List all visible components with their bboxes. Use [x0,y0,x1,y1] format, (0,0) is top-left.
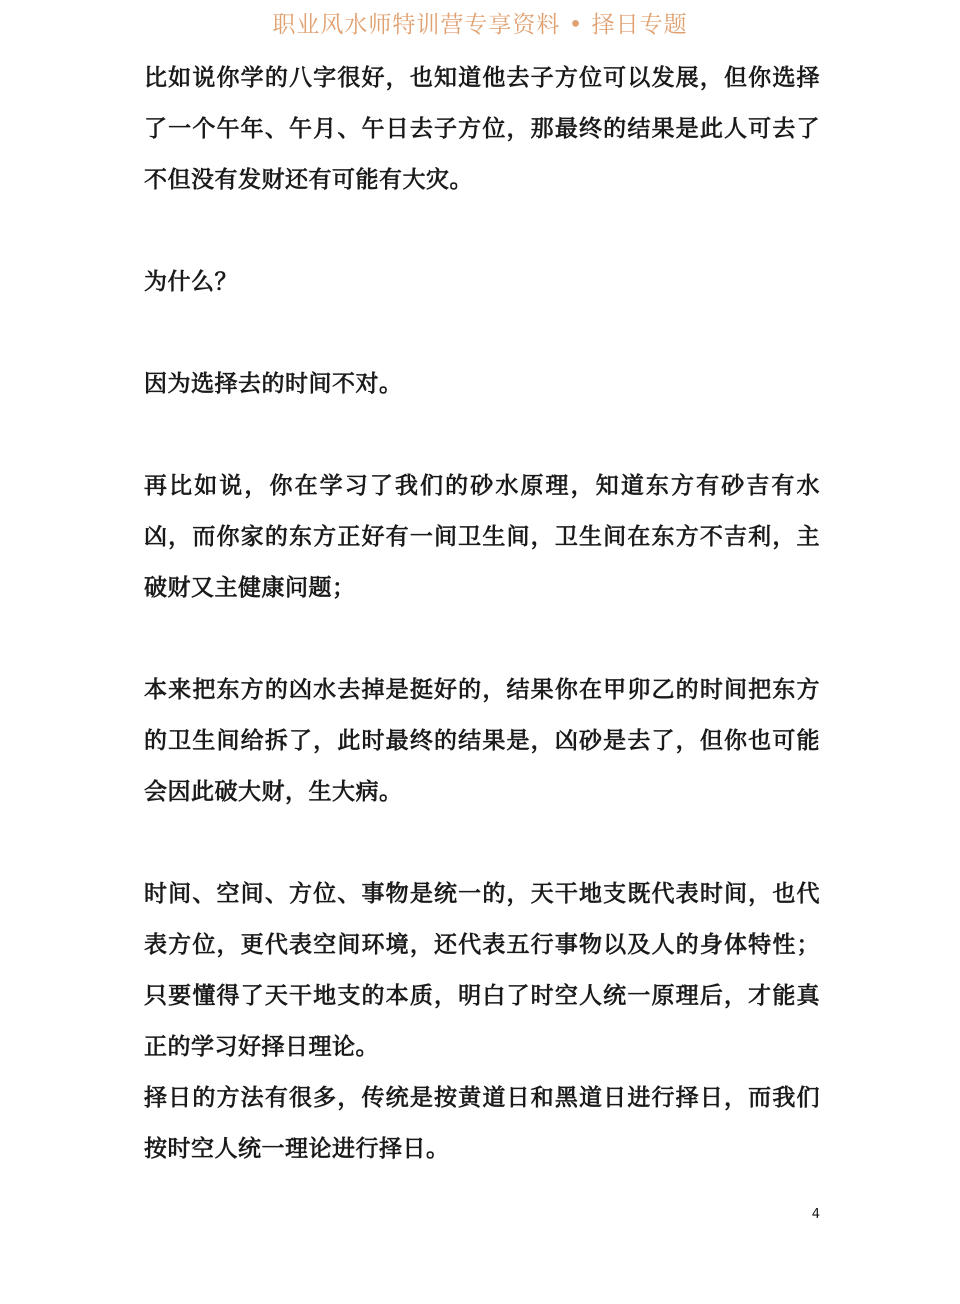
paragraph-gap [144,205,820,256]
paragraph-6: 时间、空间、方位、事物是统一的，天干地支既代表时间，也代表方位，更代表空间环境，还代表五行事物以及人的身体特性；只要懂得了天干地支的本质，明白了时空人统一原理后，才能真正的学习好择日理论。 [144,880,820,1060]
paragraph-gap [144,613,820,664]
paragraph-4: 再比如说，你在学习了我们的砂水原理，知道东方有砂吉有水凶，而你家的东方正好有一间卫生间，卫生间在东方不吉利，主破财又主健康问题； [144,472,820,601]
paragraph-gap [144,817,820,868]
page-header: 职业风水师特训营专享资料 • 择日专题 [272,12,688,38]
paragraph-7: 择日的方法有很多，传统是按黄道日和黑道日进行择日，而我们按时空人统一理论进行择日。 [144,1084,820,1162]
paragraph-gap [144,409,820,460]
paragraph-1: 比如说你学的八字很好，也知道他去子方位可以发展，但你选择了一个午年、午月、午日去子方位，那最终的结果是此人可去了不但没有发财还有可能有大灾。 [144,64,820,193]
page-number: 4 [811,1207,820,1222]
paragraph-2: 为什么？ [144,268,238,295]
paragraph-5: 本来把东方的凶水去掉是挺好的，结果你在甲卯乙的时间把东方的卫生间给拆了，此时最终的结果是，凶砂是去了，但你也可能会因此破大财，生大病。 [144,676,820,805]
document-body [144,52,820,1174]
paragraph-3: 因为选择去的时间不对。 [144,370,403,397]
paragraph-gap [144,307,820,358]
